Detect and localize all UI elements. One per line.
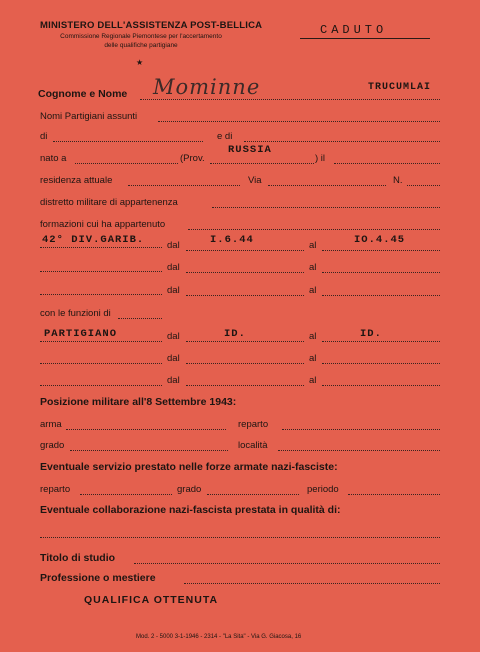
formation-3-dal-label: dal (167, 285, 180, 296)
distretto-label: distretto militare di appartenenza (40, 197, 178, 208)
titolo-line (134, 563, 440, 564)
function-1-name: PARTIGIANO (44, 328, 118, 340)
function-2-dal-line (186, 363, 304, 364)
formation-1-line (40, 247, 162, 248)
function-3-dal-line (186, 385, 304, 386)
servizio-grado-label: grado (177, 484, 202, 495)
formation-2-dal-label: dal (167, 262, 180, 273)
formation-2-al-label: al (309, 262, 317, 273)
grado-line (70, 450, 228, 451)
cognome-handwritten: Mominne (153, 75, 261, 99)
formation-1-al-label: al (309, 240, 317, 251)
distretto-line (212, 207, 440, 208)
servizio-label: Eventuale servizio prestato nelle forze armate nazi-fasciste: (40, 461, 338, 473)
function-1-al: ID. (360, 328, 382, 340)
function-2-al-line (322, 363, 440, 364)
via-line (268, 185, 386, 186)
via-label: Via (248, 175, 262, 186)
servizio-reparto-label: reparto (40, 484, 71, 495)
madre-label: e di (217, 131, 233, 142)
prov-line (210, 163, 314, 164)
localita-label: località (238, 440, 268, 451)
posizione-label: Posizione militare all'8 Settembre 1943: (40, 396, 237, 408)
formation-1-dal-label: dal (167, 240, 180, 251)
arma-line (66, 429, 226, 430)
function-1-al-line (322, 341, 440, 342)
nomi-partigiani-line (158, 121, 440, 122)
ministry-title: MINISTERO DELL'ASSISTENZA POST-BELLICA (40, 20, 263, 31)
servizio-periodo-label: periodo (307, 484, 339, 495)
professione-line (184, 583, 440, 584)
il-label: ) il (315, 153, 326, 164)
printer-footer: Mod. 2 - 5000 3-1-1946 - 2314 - "La Sita" - Via G. Giacosa, 16 (136, 634, 302, 640)
formazioni-label: formazioni cui ha appartenuto (40, 219, 166, 230)
arma-label: arma (40, 419, 62, 430)
residenza-line (128, 185, 240, 186)
qualifica-label: QUALIFICA OTTENUTA (84, 594, 219, 606)
function-3-al-label: al (309, 375, 317, 386)
cognome-label: Cognome e Nome (38, 88, 128, 100)
nomi-partigiani-label: Nomi Partigiani assunti (40, 111, 138, 122)
function-1-line (40, 341, 162, 342)
padre-line (53, 141, 203, 142)
n-label: N. (393, 175, 403, 186)
formation-2-line (40, 271, 162, 272)
nato-line (75, 163, 178, 164)
function-1-dal-label: dal (167, 331, 180, 342)
formation-1-dal-line (186, 250, 304, 251)
name-typed: TRUCUMLAI (368, 82, 432, 93)
function-2-line (40, 363, 162, 364)
nato-label: nato a (40, 153, 67, 164)
reparto-line (282, 429, 440, 430)
formation-3-al-line (322, 295, 440, 296)
funzioni-line (118, 318, 162, 319)
servizio-reparto-line (80, 494, 172, 495)
function-3-dal-label: dal (167, 375, 180, 386)
function-2-al-label: al (309, 353, 317, 364)
formation-1-al-line (322, 250, 440, 251)
formation-1-dal: I.6.44 (210, 234, 254, 246)
madre-line (244, 141, 440, 142)
star-icon: ★ (136, 58, 144, 67)
il-line (334, 163, 440, 164)
formazioni-line (188, 229, 440, 230)
formation-1-name: 42° DIV.GARIB. (42, 234, 145, 246)
function-1-al-label: al (309, 331, 317, 342)
formation-3-dal-line (186, 295, 304, 296)
status-label: CADUTO (320, 23, 388, 37)
collaborazione-line (40, 537, 440, 538)
padre-label: di (40, 131, 48, 142)
formation-2-al-line (322, 272, 440, 273)
function-3-al-line (322, 385, 440, 386)
servizio-periodo-line (348, 494, 440, 495)
n-line (407, 185, 440, 186)
status-underline (300, 38, 430, 39)
localita-line (278, 450, 440, 451)
funzioni-label: con le funzioni di (40, 308, 111, 319)
formation-2-dal-line (186, 272, 304, 273)
collaborazione-label: Eventuale collaborazione nazi-fascista prestata in qualità di: (40, 504, 341, 516)
grado-label: grado (40, 440, 65, 451)
prov-label: (Prov. (180, 153, 205, 164)
prov-value: RUSSIA (228, 144, 272, 156)
commission-line-2: delle qualifiche partigiane (104, 42, 178, 49)
function-1-dal-line (186, 341, 304, 342)
formation-3-al-label: al (309, 285, 317, 296)
residenza-label: residenza attuale (40, 175, 113, 186)
formation-1-al: IO.4.45 (354, 234, 406, 246)
commission-line-1: Commissione Regionale Piemontese per l'accertamento (60, 33, 222, 40)
function-2-dal-label: dal (167, 353, 180, 364)
professione-label: Professione o mestiere (40, 572, 156, 584)
function-1-dal: ID. (224, 328, 246, 340)
cognome-line (140, 99, 440, 100)
servizio-grado-line (207, 494, 299, 495)
reparto-label: reparto (238, 419, 269, 430)
formation-3-line (40, 294, 162, 295)
titolo-label: Titolo di studio (40, 552, 116, 564)
function-3-line (40, 385, 162, 386)
